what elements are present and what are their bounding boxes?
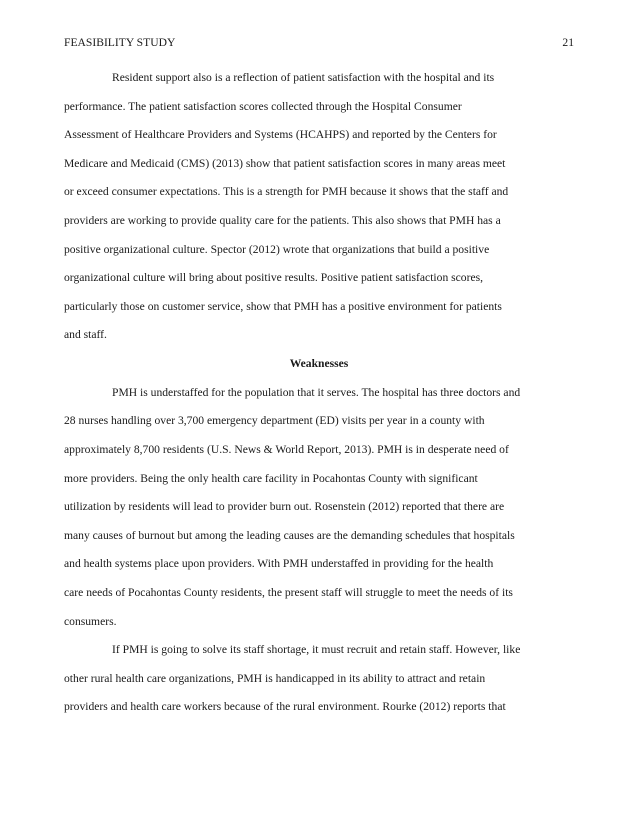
text-line: consumers. — [64, 614, 117, 628]
text-line: PMH is understaffed for the population that it serves. The hospital has three doctors and — [112, 385, 521, 399]
text-line: particularly those on customer service, show that PMH has a positive environment for patients — [64, 299, 502, 313]
text-line: and health systems place upon providers. With PMH understaffed in providing for the health — [64, 557, 494, 571]
text-line: care needs of Pocahontas County residents, the present staff will struggle to meet the needs of its — [64, 585, 513, 599]
text-line: organizational culture will bring about positive results. Positive patient satisfaction scores, — [64, 271, 484, 285]
paragraph-resident-support — [64, 64, 574, 350]
running-header — [64, 36, 574, 52]
text-line: and staff. — [64, 328, 107, 342]
text-line: providers are working to provide quality care for the patients. This also shows that PMH has a — [64, 214, 501, 228]
text-line: other rural health care organizations, PMH is handicapped in its ability to attract and retain — [64, 671, 486, 685]
text-line: If PMH is going to solve its staff shortage, it must recruit and retain staff. However, like — [112, 643, 521, 657]
paragraph-staff-shortage — [64, 636, 574, 722]
text-line: 28 nurses handling over 3,700 emergency department (ED) visits per year in a county with — [64, 414, 485, 428]
text-line: Assessment of Healthcare Providers and Systems (HCAHPS) and reported by the Centers for — [64, 128, 497, 142]
paragraph-understaffed — [64, 379, 574, 636]
document-body — [64, 64, 574, 722]
text-line: or exceed consumer expectations. This is a strength for PMH because it shows that the staff and — [64, 185, 509, 199]
text-line: Medicare and Medicaid (CMS) (2013) show that patient satisfaction scores in many areas meet — [64, 156, 506, 170]
text-line: utilization by residents will lead to provider burn out. Rosenstein (2012) reported that there are — [64, 500, 505, 514]
text-line: providers and health care workers because of the rural environment. Rourke (2012) reports that — [64, 700, 506, 714]
text-line: many causes of burnout but among the leading causes are the demanding schedules that hospitals — [64, 528, 515, 542]
section-heading: Weaknesses — [289, 357, 349, 371]
header-title: FEASIBILITY STUDY — [64, 36, 176, 49]
text-line: Resident support also is a reflection of patient satisfaction with the hospital and its — [112, 71, 495, 84]
text-line: positive organizational culture. Spector (2012) wrote that organizations that build a positive — [64, 242, 490, 256]
text-line: more providers. Being the only health care facility in Pocahontas County with significant — [64, 471, 478, 485]
text-line: approximately 8,700 residents (U.S. News & World Report, 2013). PMH is in desperate need of — [64, 442, 509, 456]
text-line: performance. The patient satisfaction scores collected through the Hospital Consumer — [64, 99, 462, 113]
page-number: 21 — [562, 36, 574, 49]
